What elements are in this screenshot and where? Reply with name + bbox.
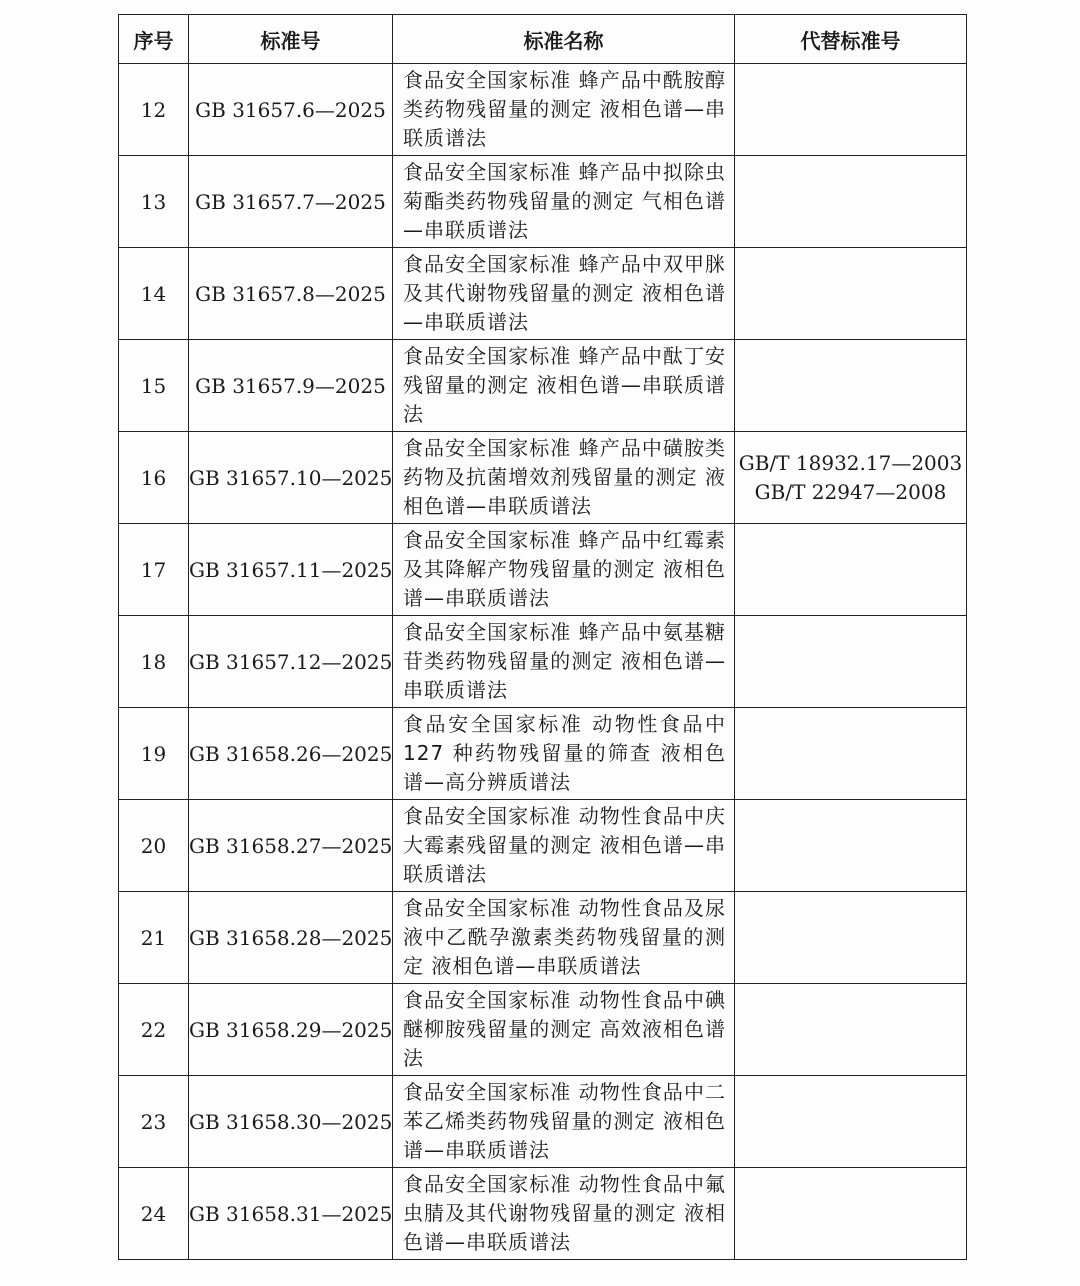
table-row [119,800,967,892]
table-row [119,708,967,800]
serial-number-cell: 20 [119,800,189,892]
standard-name-cell: 食品安全国家标准 蜂产品中拟除虫菊酯类药物残留量的测定 气相色谱—串联质谱法 [393,156,735,248]
table-row [119,248,967,340]
header-serial-number: 序号 [119,15,189,64]
serial-number-cell: 12 [119,64,189,156]
standard-name-cell: 食品安全国家标准 动物性食品中氟虫腈及其代谢物残留量的测定 液相色谱—串联质谱法 [393,1168,735,1260]
standard-name-cell: 食品安全国家标准 蜂产品中氨基糖苷类药物残留量的测定 液相色谱—串联质谱法 [393,616,735,708]
standard-name-cell: 食品安全国家标准 动物性食品中二苯乙烯类药物残留量的测定 液相色谱—串联质谱法 [393,1076,735,1168]
standard-code-cell: GB 31657.8—2025 [189,248,393,340]
serial-number-cell: 18 [119,616,189,708]
replaced-standard-cell [735,432,967,524]
serial-number-cell: 21 [119,892,189,984]
standard-name-cell: 食品安全国家标准 蜂产品中酞丁安残留量的测定 液相色谱—串联质谱法 [393,340,735,432]
serial-number-cell: 23 [119,1076,189,1168]
serial-number-cell: 15 [119,340,189,432]
standard-code-cell: GB 31657.12—2025 [189,616,393,708]
serial-number-cell: 22 [119,984,189,1076]
standard-name-cell: 食品安全国家标准 动物性食品中碘醚柳胺残留量的测定 高效液相色谱法 [393,984,735,1076]
replaced-standard-cell [735,248,967,340]
serial-number-cell: 13 [119,156,189,248]
header-standard-code: 标准号 [189,15,393,64]
table-row [119,1168,967,1260]
standard-code-cell: GB 31657.6—2025 [189,64,393,156]
replaced-standard-cell [735,892,967,984]
standard-code-cell: GB 31657.11—2025 [189,524,393,616]
header-standard-name: 标准名称 [393,15,735,64]
standard-name-cell: 食品安全国家标准 蜂产品中酰胺醇类药物残留量的测定 液相色谱—串联质谱法 [393,64,735,156]
header-row [119,15,967,64]
replaced-standard-cell [735,800,967,892]
table-row [119,340,967,432]
replaced-standard-cell [735,156,967,248]
standard-code-cell: GB 31658.28—2025 [189,892,393,984]
replaced-standard-cell [735,64,967,156]
standard-name-cell: 食品安全国家标准 动物性食品中庆大霉素残留量的测定 液相色谱—串联质谱法 [393,800,735,892]
standard-code-cell: GB 31657.10—2025 [189,432,393,524]
replaced-standard-cell [735,524,967,616]
serial-number-cell: 24 [119,1168,189,1260]
standard-name-cell: 食品安全国家标准 蜂产品中磺胺类药物及抗菌增效剂残留量的测定 液相色谱—串联质谱法 [393,432,735,524]
replaced-standard-cell [735,1076,967,1168]
replaced-standard-cell [735,340,967,432]
table-row [119,156,967,248]
header-replaced-standard: 代替标准号 [735,15,967,64]
replaced-standard-code: GB/T 22947—2008 [754,479,947,504]
table-row [119,984,967,1076]
replaced-standard-cell [735,708,967,800]
standard-code-cell: GB 31658.29—2025 [189,984,393,1076]
standard-code-cell: GB 31658.30—2025 [189,1076,393,1168]
serial-number-cell: 19 [119,708,189,800]
serial-number-cell: 14 [119,248,189,340]
table-row [119,1076,967,1168]
replaced-standard-cell [735,1168,967,1260]
table-row [119,524,967,616]
standard-name-cell: 食品安全国家标准 动物性食品及尿液中乙酰孕激素类药物残留量的测定 液相色谱—串联质谱法 [393,892,735,984]
standard-code-cell: GB 31657.9—2025 [189,340,393,432]
serial-number-cell: 16 [119,432,189,524]
replaced-standard-cell [735,984,967,1076]
table-row [119,616,967,708]
standard-code-cell: GB 31658.27—2025 [189,800,393,892]
standard-code-cell: GB 31658.31—2025 [189,1168,393,1260]
table-row [119,892,967,984]
replaced-standard-code: GB/T 18932.17—2003 [738,450,963,475]
serial-number-cell: 17 [119,524,189,616]
standard-name-cell: 食品安全国家标准 蜂产品中红霉素及其降解产物残留量的测定 液相色谱—串联质谱法 [393,524,735,616]
table-row [119,64,967,156]
standard-code-cell: GB 31658.26—2025 [189,708,393,800]
replaced-standard-cell [735,616,967,708]
standard-name-cell: 食品安全国家标准 动物性食品中127 种药物残留量的筛查 液相色谱—高分辨质谱法 [393,708,735,800]
standards-table [118,14,967,1260]
table-row [119,432,967,524]
standard-code-cell: GB 31657.7—2025 [189,156,393,248]
standard-name-cell: 食品安全国家标准 蜂产品中双甲脒及其代谢物残留量的测定 液相色谱—串联质谱法 [393,248,735,340]
